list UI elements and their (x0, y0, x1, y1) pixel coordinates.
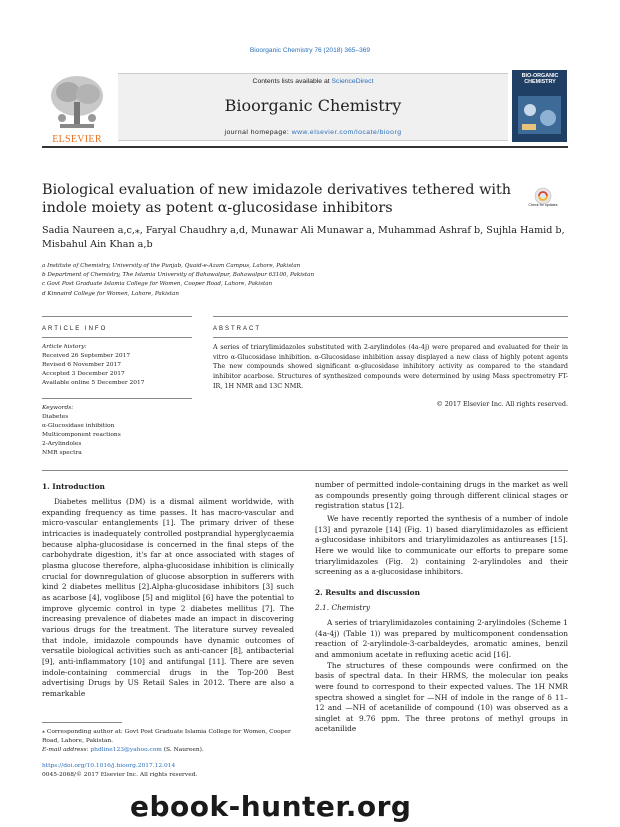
watermark: ebook-hunter.org (130, 790, 412, 823)
affiliation: a Institute of Chemistry, University of the Punjab, Quaid-e-Azam Campus, Lahore, Pakistan (42, 263, 301, 269)
abstract-copyright: © 2017 Elsevier Inc. All rights reserved. (436, 399, 568, 408)
paragraph: We have recently reported the synthesis of a number of indole [13] and pyrazole [14] (Fig. 1) based diarylimidazoles as efficient a-glucosidase inhibitors and triarylimidazoles as antiureases [15]. Here we would like to communicate our efforts to prepare some triarylimidazoles (Fig. 2) containing 2-arylindoles and their screening as a a-glucosidase inhibitors. (315, 513, 568, 577)
contents-available (118, 78, 508, 85)
author-list: Sadia Naureen a,c,⁎, Faryal Chaudhry a,d, Munawar Ali Munawar a, Muhammad Ashraf b, Sujhla Hamid b, Misbahul Ain Khan a,b (42, 225, 565, 251)
cover-title: BIO-ORGANIC CHEMISTRY (521, 73, 559, 85)
affiliations (42, 262, 572, 299)
keyword: Diabetes (42, 413, 69, 420)
section-heading-introduction: 1. Introduction (42, 482, 105, 491)
doi-link[interactable]: https://doi.org/10.1016/j.bioorg.2017.12.014 (42, 763, 176, 769)
keyword: Multicomponent reactions (42, 431, 121, 438)
history-item: Revised 6 November 2017 (42, 361, 121, 368)
email-link[interactable]: phdline123@yahoo.com (90, 746, 162, 753)
abstract-text: A series of triarylimidazoles substituted with 2-arylindoles (4a-4j) were prepared and evaluated for their in vitro α-Glucosidase inhibition. α-Glucosidase inhibition assay displayed a new class of highly potent agents The new compounds showed significant α-glucosidase inhibitory activity as compared to the standard inhibitor acarbose. Structures of synthesized compounds were determined by using Mass spectrometry FT-IR, 1H NMR and 13C NMR. (213, 343, 568, 390)
history-item: Available online 5 December 2017 (42, 379, 145, 386)
article-info-label: ARTICLE INFO (42, 326, 108, 332)
homepage-prefix: journal homepage: (224, 129, 292, 136)
corresponding-author-note: ⁎ Corresponding author at: Govt Post Graduate Islamia College for Women, Cooper Road, Lahore, Pakistan. (42, 729, 291, 744)
body-right-column (315, 480, 568, 735)
paragraph: The structures of these compounds were confirmed on the basis of spectral data. In their HRMS, the molecular ion peaks were found to correspond to their expected values. The 1H NMR spectra showed a singlet for —NH of indole in the range of δ 11–12 and —NH of acetanilide of compound (10) was observed as a singlet at 9.76 ppm. The three protons of methyl groups in acetanilide (315, 660, 568, 734)
issn-line: 0045-2068/© 2017 Elsevier Inc. All rights reserved. (42, 771, 198, 778)
homepage-link[interactable]: www.elsevier.com/locate/bioorg (291, 129, 402, 136)
check-for-updates-icon[interactable] (528, 186, 558, 216)
paragraph: Diabetes mellitus (DM) is a dismal ailment worldwide, with expanding frequency as time passes. It has macro-vascular and micro-vascular entanglements [1]. The primary driver of these intricacies is inadequately controlled postprandial hyperglycaemia because alpha-glucosidase is concerned in the final steps of the carbohydrate digestion, it's far at once associated with stages of plasma glucose therefore, alpha-glucosidase inhibition is clinically crucial for downregulation of glucose absorption in sufferers with kind 2 diabetes mellitus [2].Alpha-glucosidase inhibitors [3] such as acarbose [4], voglibose [5] and miglitol [6] have the potential to improve glycemic control in type 2 diabetes mellitus [7]. The increasing prevalence of diabetes made an impact in discovering various drugs for the treatment. The literature survey revealed that indole, imidazole compounds have dynamic outcomes of versatile biological activities such as anti-cancer [8], antibacterial [9], anti-inflammatory [10] and antifungal [11]. There are seven indole-containing commercial drugs in the Top-200 Best advertising Drugs by US Retail Sales in 2012. There are also a remarkable (42, 497, 294, 698)
history-item: Accepted 3 December 2017 (42, 370, 125, 377)
paragraph: A series of triarylimidazoles containing 2-arylindoles (Scheme 1 (4a-4j) (Table 1)) was prepared by multicomponent condensation reaction of 2-arylindole-3-carbaldeydes, aromatic amines, benzil and ammonium acetate in refluxing acetic acid [16]. (315, 617, 568, 659)
article-info (42, 326, 192, 458)
footnotes (42, 728, 294, 755)
journal-homepage (118, 129, 508, 136)
abstract-rule (213, 337, 568, 338)
sciencedirect-link[interactable]: ScienceDirect (331, 78, 374, 85)
body-top-rule (42, 470, 568, 471)
doi-block (42, 762, 342, 780)
abstract-top-rule (213, 316, 568, 317)
contents-prefix: Contents lists available at (252, 78, 332, 85)
elsevier-wordmark: ELSEVIER (52, 134, 102, 145)
email-note (42, 746, 294, 755)
keyword: NMR spectra (42, 449, 82, 456)
journal-title: Bioorganic Chemistry (224, 96, 402, 115)
keyword: 2-Arylindoles (42, 440, 82, 447)
check-for-updates-label: Check for updates (528, 203, 558, 207)
email-suffix: (S. Naureen). (161, 746, 204, 753)
journal-reference[interactable]: Bioorganic Chemistry 76 (2018) 365–369 (249, 47, 371, 54)
footnote-rule (42, 722, 122, 723)
affiliation: d Kinnaird College for Women, Lahore, Pakistan (42, 290, 179, 297)
info-rule (42, 337, 192, 338)
affiliation: c Govt Post Graduate Islamia College for Women, Cooper Road, Lahore, Pakistan (42, 281, 273, 288)
info-top-rule (42, 316, 192, 317)
keyword: α-Glucosidase inhibition (42, 422, 115, 429)
keywords-rule (42, 398, 192, 399)
abstract (213, 326, 568, 408)
paragraph: number of permitted indole-containing drugs in the market as well as compounds presently going through different clinical stages or registration status [12]. (315, 480, 568, 511)
history-item: Received 26 September 2017 (42, 352, 131, 359)
header-rule (42, 146, 568, 148)
affiliation: b Department of Chemistry, The Islamia University of Bahawalpur, Bahawalpur 63100, Pakistan (42, 272, 315, 279)
keywords-label: Keywords: (42, 404, 74, 411)
abstract-label: ABSTRACT (213, 326, 262, 332)
elsevier-tree-logo-icon (42, 72, 112, 142)
body-left-column (42, 480, 294, 699)
section-heading-results: 2. Results and discussion (315, 587, 420, 597)
subsection-heading-chemistry: 2.1. Chemistry (315, 602, 371, 612)
article-title: Biological evaluation of new imidazole derivatives tethered with indole moiety as potent α-glucosidase inhibitors (42, 182, 512, 217)
email-label: E-mail address: (42, 746, 91, 753)
history-label: Article history: (42, 344, 87, 350)
